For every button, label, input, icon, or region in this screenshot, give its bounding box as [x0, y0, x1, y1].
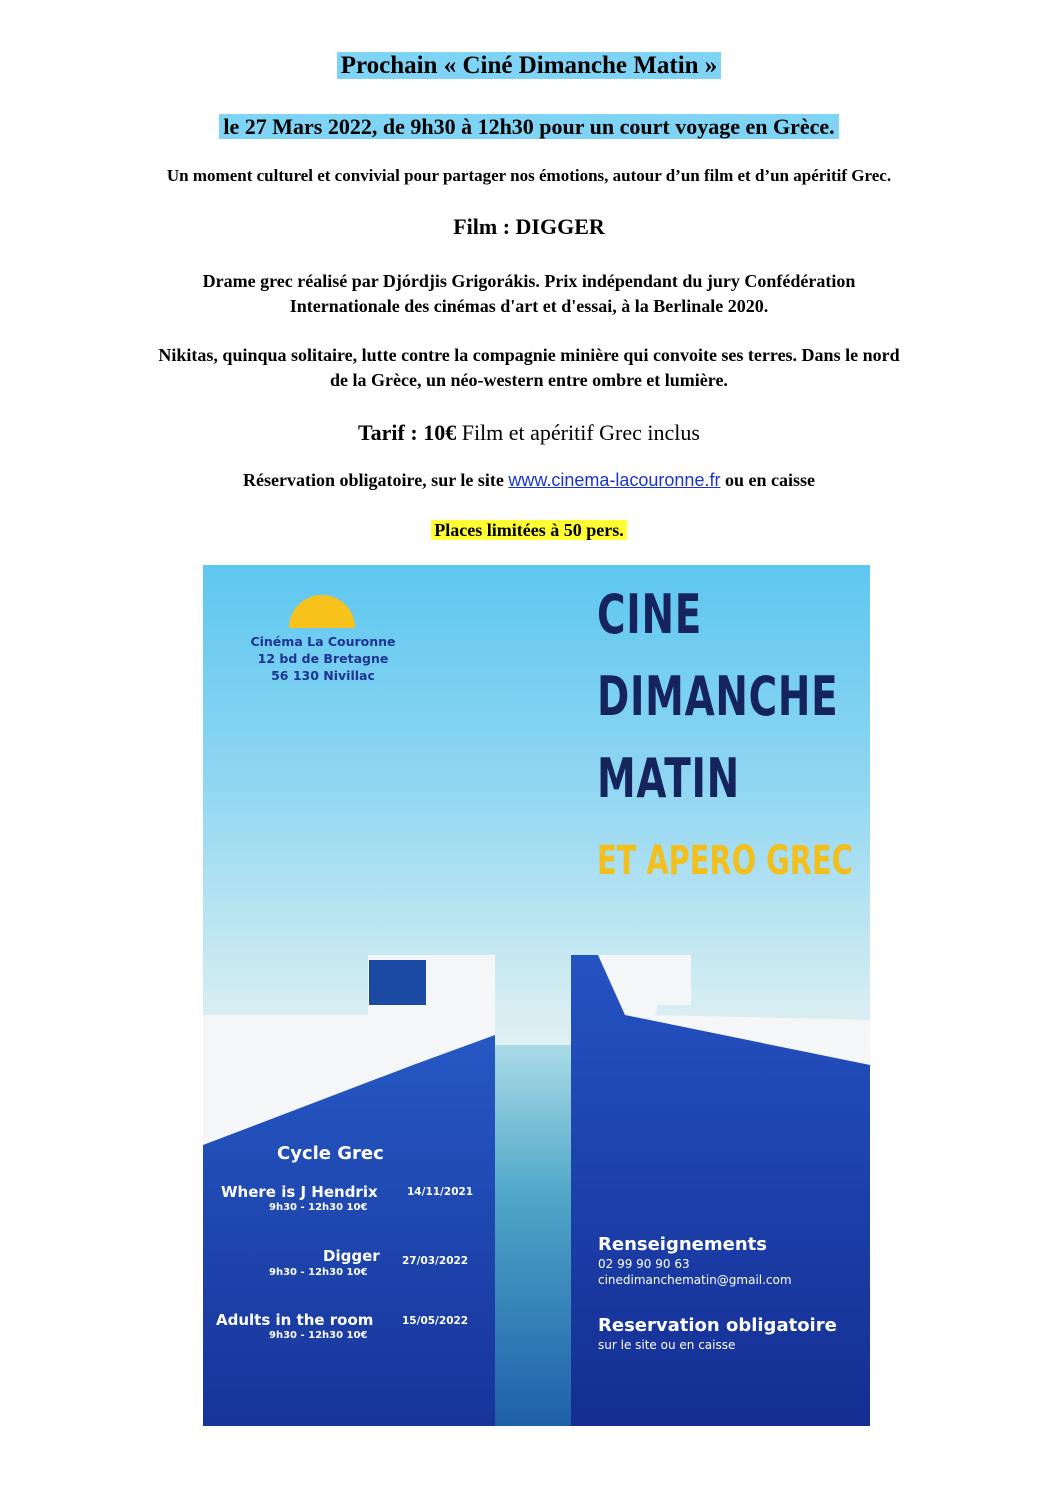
film-2-time: 9h30 - 12h30 10€ [269, 1267, 368, 1278]
info-phone: 02 99 90 90 63 [598, 1257, 690, 1271]
film-description-1: Drame grec réalisé par Djórdjis Grigorákis. Prix indépendant du jury Confédération [202, 271, 856, 291]
sea-strip [495, 1045, 571, 1426]
tarif-label: Tarif : 10€ [358, 420, 457, 445]
left-window [369, 960, 426, 1005]
tarif-detail: Film et apéritif Grec inclus [456, 420, 700, 445]
event-poster [203, 565, 870, 1426]
film-description-2: Internationale des cinémas d'art et d'essai, à la Berlinale 2020. [289, 296, 769, 316]
resa-title: Reservation obligatoire [598, 1315, 837, 1336]
sun-icon [289, 595, 355, 628]
date-line: le 27 Mars 2022, de 9h30 à 12h30 pour un court voyage en Grèce. [0, 114, 1058, 140]
cinema-address: Cinéma La Couronne 12 bd de Bretagne 56 130 Nivillac [250, 634, 396, 683]
poster-title-3: MATIN [597, 747, 740, 810]
poster-subtitle: ET APERO GREC [597, 838, 853, 884]
film-1-date: 14/11/2021 [407, 1186, 474, 1198]
tarif [0, 420, 1058, 446]
resa-subtitle: sur le site ou en caisse [598, 1338, 736, 1352]
intro-text: Un moment culturel et convivial pour partager nos émotions, autour d’un film et d’un apéritif Grec. [166, 166, 892, 185]
film-1-time: 9h30 - 12h30 10€ [269, 1202, 368, 1213]
film-3-time: 9h30 - 12h30 10€ [269, 1330, 368, 1341]
film-synopsis-1: Nikitas, quinqua solitaire, lutte contre la compagnie minière qui convoite ses terres. Dans le nord [158, 345, 900, 365]
film-synopsis-2: de la Grèce, un néo-western entre ombre et lumière. [330, 370, 728, 390]
poster-title-2: DIMANCHE [597, 665, 839, 728]
info-title: Renseignements [598, 1234, 767, 1255]
film-1-name: Where is J Hendrix [221, 1183, 378, 1201]
film-title: Film : DIGGER [453, 214, 605, 239]
website-link[interactable]: www.cinema-lacouronne.fr [508, 470, 721, 490]
cycle-title: Cycle Grec [277, 1143, 384, 1164]
film-3-name: Adults in the room [216, 1311, 374, 1329]
film-2-date: 27/03/2022 [402, 1255, 469, 1267]
film-2-name: Digger [323, 1247, 380, 1265]
poster-title-1: CINE [597, 583, 702, 646]
places-limited: Places limitées à 50 pers. [0, 520, 1058, 541]
headline: Prochain « Ciné Dimanche Matin » [0, 52, 1058, 80]
info-email: cinedimanchematin@gmail.com [598, 1273, 792, 1287]
film-3-date: 15/05/2022 [402, 1315, 469, 1327]
reservation-line: Réservation obligatoire, sur le site www.cinema-lacouronne.fr ou en caisse [243, 470, 815, 490]
